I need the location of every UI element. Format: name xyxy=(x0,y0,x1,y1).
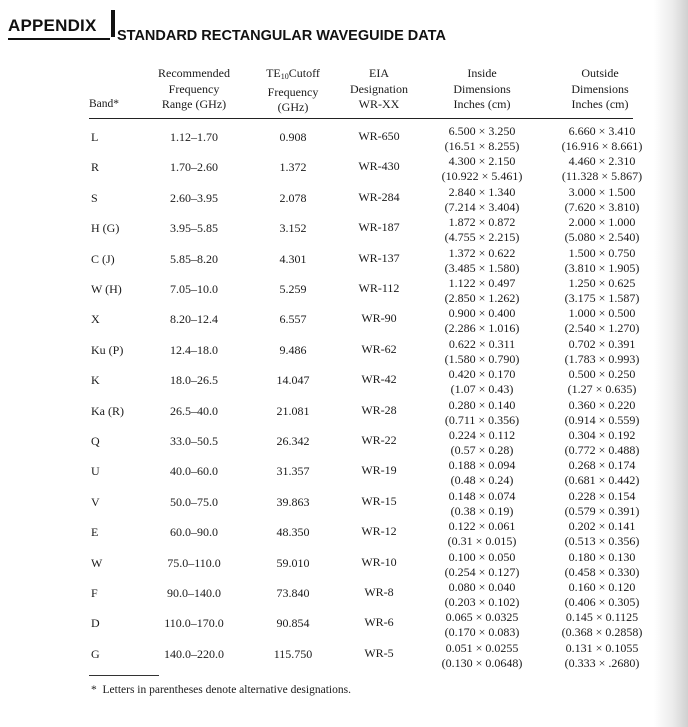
inside-dimensions-cell xyxy=(422,154,542,184)
inside-dimensions-cell xyxy=(422,215,542,245)
outside-dimensions-cell xyxy=(546,398,658,428)
cutoff-frequency-cell: 115.750 xyxy=(273,646,313,661)
outside-dimension-value: 1.500 × 0.750 xyxy=(568,245,636,260)
table-row xyxy=(0,246,688,276)
table-row xyxy=(0,641,688,671)
table-row xyxy=(0,276,688,306)
cutoff-frequency-cell: 14.047 xyxy=(276,373,310,388)
inside-dimension-value: 1.372 × 0.622 xyxy=(448,245,516,260)
footnote: * Letters in parentheses denote alternative designations. xyxy=(91,684,351,696)
inside-dimension-value: 1.872 × 0.872 xyxy=(448,215,516,230)
table-row xyxy=(0,215,688,245)
outside-dimension-value: 1.250 × 0.625 xyxy=(568,276,636,290)
cutoff-frequency-cell: 39.863 xyxy=(276,494,310,509)
band-cell: Q xyxy=(91,434,100,448)
band-cell: G xyxy=(91,646,100,661)
outside-dimensions-cell xyxy=(546,641,658,671)
cutoff-frequency-cell: 5.259 xyxy=(279,282,307,296)
inside-dimension-value: (1.07 × 0.43) xyxy=(450,382,514,397)
inside-dimension-value: (0.38 × 0.19) xyxy=(450,503,514,518)
outside-dimensions-cell xyxy=(546,610,658,640)
outside-dimension-value: (0.513 × 0.356) xyxy=(564,534,640,549)
table-row xyxy=(0,580,688,610)
eia-designation-cell: WR-28 xyxy=(361,402,397,417)
outside-dimension-value: (0.579 × 0.391) xyxy=(564,503,640,518)
band-cell: Ka (R) xyxy=(91,403,124,418)
inside-dimension-value: 0.224 × 0.112 xyxy=(448,428,516,442)
inside-dimension-value: 0.100 × 0.050 xyxy=(448,549,516,564)
band-cell: L xyxy=(91,130,99,144)
inside-dimension-value: (0.711 × 0.356) xyxy=(444,412,520,427)
cutoff-frequency-cell: 73.840 xyxy=(276,586,310,600)
band-cell: C (J) xyxy=(91,251,115,266)
eia-designation-cell: WR-187 xyxy=(358,220,400,235)
outside-dimension-value: (5.080 × 2.540) xyxy=(564,230,640,245)
frequency-range-cell: 2.60–3.95 xyxy=(170,190,218,205)
eia-designation-cell: WR-430 xyxy=(358,159,400,174)
band-cell: W xyxy=(91,555,103,570)
col-header-inside: Inside Dimensions Inches (cm) xyxy=(453,66,511,111)
cutoff-frequency-cell: 26.342 xyxy=(276,434,310,448)
outside-dimension-value: (7.620 × 3.810) xyxy=(564,199,640,214)
outside-dimensions-cell xyxy=(546,580,658,610)
outside-dimension-value: 6.660 × 3.410 xyxy=(568,124,636,138)
table-row xyxy=(0,337,688,367)
band-cell: S xyxy=(91,190,98,205)
cutoff-frequency-cell: 9.486 xyxy=(279,342,307,357)
outside-dimensions-cell xyxy=(546,154,658,184)
inside-dimension-value: (4.755 × 2.215) xyxy=(444,230,520,245)
col-header-outside: Outside Dimensions Inches (cm) xyxy=(571,66,629,111)
table-row xyxy=(0,306,688,336)
outside-dimension-value: 0.500 × 0.250 xyxy=(568,367,636,382)
inside-dimension-value: 2.840 × 1.340 xyxy=(448,184,516,199)
inside-dimension-value: (10.922 × 5.461) xyxy=(441,169,523,184)
cutoff-frequency-cell: 4.301 xyxy=(279,251,307,266)
outside-dimension-value: 0.131 × 0.1055 xyxy=(565,640,639,655)
table-row xyxy=(0,185,688,215)
outside-dimensions-cell xyxy=(546,519,658,549)
cutoff-frequency-cell: 0.908 xyxy=(279,130,307,144)
outside-dimensions-cell xyxy=(546,458,658,488)
inside-dimension-value: 6.500 × 3.250 xyxy=(448,124,516,138)
frequency-range-cell: 1.70–2.60 xyxy=(170,160,218,175)
eia-designation-cell: WR-137 xyxy=(358,250,400,265)
inside-dimensions-cell xyxy=(422,398,542,428)
frequency-range-cell: 75.0–110.0 xyxy=(167,555,221,570)
band-cell: R xyxy=(91,160,100,175)
outside-dimension-value: 0.145 × 0.1125 xyxy=(565,610,639,625)
inside-dimension-value: (3.485 × 1.580) xyxy=(444,260,520,275)
inside-dimensions-cell xyxy=(422,337,542,367)
inside-dimension-value: (2.850 × 1.262) xyxy=(444,291,520,305)
cutoff-frequency-cell: 2.078 xyxy=(279,190,307,205)
outside-dimensions-cell xyxy=(546,185,658,215)
frequency-range-cell: 110.0–170.0 xyxy=(164,616,224,631)
appendix-letter-bar xyxy=(111,10,115,37)
inside-dimensions-cell xyxy=(422,306,542,336)
outside-dimension-value: (0.772 × 0.488) xyxy=(564,443,640,457)
inside-dimension-value: (1.580 × 0.790) xyxy=(444,351,520,366)
outside-dimension-value: (1.27 × 0.635) xyxy=(567,382,637,397)
table-row xyxy=(0,428,688,458)
table-row xyxy=(0,367,688,397)
inside-dimensions-cell xyxy=(422,550,542,580)
table-row xyxy=(0,550,688,580)
appendix-label: APPENDIX xyxy=(8,16,97,35)
inside-dimension-value: 0.280 × 0.140 xyxy=(448,397,516,412)
frequency-range-cell: 60.0–90.0 xyxy=(170,525,218,540)
outside-dimension-value: 0.160 × 0.120 xyxy=(568,580,636,594)
outside-dimension-value: 0.228 × 0.154 xyxy=(568,488,636,503)
band-cell: D xyxy=(91,616,100,631)
cutoff-frequency-cell: 90.854 xyxy=(276,616,310,631)
frequency-range-cell: 5.85–8.20 xyxy=(170,251,218,266)
inside-dimensions-cell xyxy=(422,124,542,154)
table-row xyxy=(0,519,688,549)
eia-designation-cell: WR-15 xyxy=(361,493,397,508)
outside-dimension-value: 0.304 × 0.192 xyxy=(568,428,636,442)
inside-dimension-value: 0.065 × 0.0325 xyxy=(445,610,519,625)
outside-dimension-value: (16.916 × 8.661) xyxy=(561,139,643,153)
eia-designation-cell: WR-284 xyxy=(358,189,400,204)
inside-dimension-value: 1.122 × 0.497 xyxy=(448,276,516,290)
table-row xyxy=(0,458,688,488)
cutoff-frequency-cell: 48.350 xyxy=(276,525,310,540)
frequency-range-cell: 90.0–140.0 xyxy=(167,586,221,600)
outside-dimension-value: 2.000 × 1.000 xyxy=(568,215,636,230)
outside-dimensions-cell xyxy=(546,306,658,336)
cutoff-frequency-cell: 1.372 xyxy=(279,160,307,175)
cutoff-frequency-cell: 6.557 xyxy=(279,312,307,327)
inside-dimension-value: (0.130 × 0.0648) xyxy=(441,655,523,670)
outside-dimension-value: (0.914 × 0.559) xyxy=(564,412,640,427)
band-cell: F xyxy=(91,586,98,600)
inside-dimensions-cell xyxy=(422,458,542,488)
band-cell: U xyxy=(91,464,100,479)
inside-dimensions-cell xyxy=(422,185,542,215)
outside-dimension-value: 0.268 × 0.174 xyxy=(568,458,636,473)
band-cell: Ku (P) xyxy=(91,342,124,357)
outside-dimension-value: (0.368 × 0.2858) xyxy=(561,625,643,640)
eia-designation-cell: WR-8 xyxy=(364,585,394,599)
frequency-range-cell: 140.0–220.0 xyxy=(164,646,224,661)
col-header-cutoff: $TE_{10}Cutoff$ Frequency (GHz) xyxy=(266,66,320,114)
inside-dimensions-cell xyxy=(422,276,542,306)
outside-dimension-value: 0.180 × 0.130 xyxy=(568,549,636,564)
outside-dimension-value: 3.000 × 1.500 xyxy=(568,184,636,199)
outside-dimension-value: 4.460 × 2.310 xyxy=(568,154,636,169)
outside-dimension-value: (11.328 × 5.867) xyxy=(561,169,643,184)
eia-designation-cell: WR-112 xyxy=(358,281,400,295)
inside-dimension-value: 0.900 × 0.400 xyxy=(448,306,516,321)
inside-dimension-value: 0.080 × 0.040 xyxy=(448,580,516,594)
table-row xyxy=(0,398,688,428)
outside-dimension-value: (0.458 × 0.330) xyxy=(564,564,640,579)
eia-designation-cell: WR-5 xyxy=(364,645,394,660)
eia-designation-cell: WR-10 xyxy=(361,554,397,569)
inside-dimensions-cell xyxy=(422,610,542,640)
inside-dimension-value: (0.31 × 0.015) xyxy=(447,534,517,549)
outside-dimensions-cell xyxy=(546,124,658,154)
outside-dimension-value: (0.681 × 0.442) xyxy=(564,473,640,488)
inside-dimension-value: (0.57 × 0.28) xyxy=(450,443,514,457)
inside-dimension-value: 4.300 × 2.150 xyxy=(448,154,516,169)
outside-dimensions-cell xyxy=(546,428,658,458)
band-cell: X xyxy=(91,312,100,327)
frequency-range-cell: 7.05–10.0 xyxy=(170,282,218,296)
eia-designation-cell: WR-42 xyxy=(361,372,397,387)
inside-dimension-value: (2.286 × 1.016) xyxy=(444,321,520,336)
inside-dimensions-cell xyxy=(422,367,542,397)
eia-designation-cell: WR-650 xyxy=(358,129,400,143)
inside-dimension-value: 0.420 × 0.170 xyxy=(448,367,516,382)
cutoff-frequency-cell: 3.152 xyxy=(279,221,307,236)
outside-dimension-value: (3.175 × 1.587) xyxy=(564,291,640,305)
inside-dimensions-cell xyxy=(422,489,542,519)
eia-designation-cell: WR-12 xyxy=(361,524,397,539)
outside-dimension-value: (1.783 × 0.993) xyxy=(564,351,640,366)
band-cell: W (H) xyxy=(91,282,122,296)
eia-designation-cell: WR-62 xyxy=(361,341,397,356)
outside-dimensions-cell xyxy=(546,215,658,245)
frequency-range-cell: 1.12–1.70 xyxy=(170,130,218,144)
outside-dimension-value: 0.202 × 0.141 xyxy=(568,519,636,534)
inside-dimension-value: (0.254 × 0.127) xyxy=(444,564,520,579)
outside-dimension-value: (0.406 × 0.305) xyxy=(564,595,640,609)
table-header-rule xyxy=(89,118,633,119)
header-rule xyxy=(8,38,110,40)
eia-designation-cell: WR-90 xyxy=(361,311,397,326)
page-title: STANDARD RECTANGULAR WAVEGUIDE DATA xyxy=(117,28,446,44)
col-header-band: Band* xyxy=(89,98,120,110)
frequency-range-cell: 12.4–18.0 xyxy=(170,342,218,357)
inside-dimension-value: (16.51 × 8.255) xyxy=(444,139,520,153)
eia-designation-cell: WR-19 xyxy=(361,463,397,478)
eia-designation-cell: WR-6 xyxy=(364,615,394,630)
outside-dimension-value: 1.000 × 0.500 xyxy=(568,306,636,321)
outside-dimensions-cell xyxy=(546,337,658,367)
inside-dimension-value: 0.188 × 0.094 xyxy=(448,458,516,473)
outside-dimension-value: (0.333 × .2680) xyxy=(564,655,640,670)
outside-dimensions-cell xyxy=(546,276,658,306)
band-cell: K xyxy=(91,373,100,388)
frequency-range-cell: 3.95–5.85 xyxy=(170,221,218,236)
frequency-range-cell: 26.5–40.0 xyxy=(170,403,218,418)
page-header xyxy=(8,8,478,48)
cutoff-frequency-cell: 21.081 xyxy=(276,403,310,418)
col-header-frequency: Recommended Frequency Range (GHz) xyxy=(158,66,230,111)
outside-dimension-value: 0.702 × 0.391 xyxy=(568,336,636,351)
inside-dimensions-cell xyxy=(422,641,542,671)
col-header-eia: EIA Designation WR-XX xyxy=(350,66,408,111)
frequency-range-cell: 18.0–26.5 xyxy=(170,373,218,388)
inside-dimension-value: 0.622 × 0.311 xyxy=(448,336,516,351)
band-cell: E xyxy=(91,525,99,540)
inside-dimension-value: 0.122 × 0.061 xyxy=(448,519,516,534)
eia-designation-cell: WR-22 xyxy=(361,433,397,447)
inside-dimensions-cell xyxy=(422,428,542,458)
inside-dimension-value: (0.203 × 0.102) xyxy=(444,595,520,609)
outside-dimensions-cell xyxy=(546,489,658,519)
band-cell: V xyxy=(91,494,100,509)
band-cell: H (G) xyxy=(91,221,120,236)
outside-dimension-value: 0.360 × 0.220 xyxy=(568,397,636,412)
frequency-range-cell: 40.0–60.0 xyxy=(170,464,218,479)
inside-dimensions-cell xyxy=(422,246,542,276)
outside-dimensions-cell xyxy=(546,246,658,276)
inside-dimension-value: (7.214 × 3.404) xyxy=(444,199,520,214)
inside-dimensions-cell xyxy=(422,519,542,549)
cutoff-frequency-cell: 31.357 xyxy=(276,464,310,479)
outside-dimensions-cell xyxy=(546,367,658,397)
inside-dimension-value: 0.051 × 0.0255 xyxy=(445,640,519,655)
table-row xyxy=(0,124,688,154)
table-row xyxy=(0,610,688,640)
frequency-range-cell: 33.0–50.5 xyxy=(170,434,218,448)
cutoff-frequency-cell: 59.010 xyxy=(276,555,310,570)
inside-dimensions-cell xyxy=(422,580,542,610)
inside-dimension-value: (0.170 × 0.083) xyxy=(444,625,520,640)
outside-dimension-value: (2.540 × 1.270) xyxy=(564,321,640,336)
frequency-range-cell: 8.20–12.4 xyxy=(170,312,218,327)
footnote-rule xyxy=(89,675,159,676)
table-row xyxy=(0,489,688,519)
frequency-range-cell: 50.0–75.0 xyxy=(170,494,218,509)
outside-dimension-value: (3.810 × 1.905) xyxy=(564,260,640,275)
inside-dimension-value: (0.48 × 0.24) xyxy=(450,473,514,488)
table-row xyxy=(0,154,688,184)
outside-dimensions-cell xyxy=(546,550,658,580)
inside-dimension-value: 0.148 × 0.074 xyxy=(448,488,516,503)
